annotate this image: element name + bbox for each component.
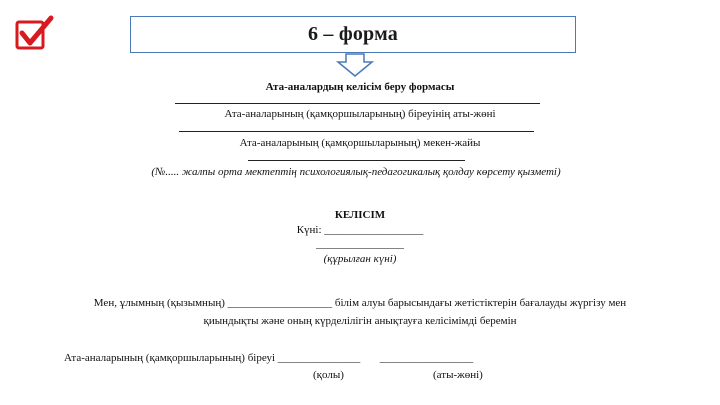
date-blank: __________________ — [324, 224, 424, 236]
parent-name-line — [175, 103, 540, 104]
down-arrow-icon — [336, 53, 374, 77]
signature-label: Ата-аналарының (қамқоршыларының) біреуі _______________ — [64, 352, 361, 364]
checkbox-checked-icon — [14, 15, 54, 53]
date-label: Күні: — [296, 224, 325, 236]
created-date-caption: (құрылған күні) — [323, 253, 397, 265]
form-title: 6 – форма — [308, 23, 398, 45]
parent-name-caption: Ата-аналарының (қамқоршыларының) біреуінің аты-жөні — [224, 108, 496, 120]
consent-title: КЕЛІСІМ — [334, 209, 386, 221]
date-row — [0, 224, 720, 237]
parent-address-caption: Ата-аналарының (қамқоршыларының) мекен-жайы — [239, 137, 481, 149]
signature-caption: (қолы) — [313, 369, 344, 381]
consent-paragraph — [0, 294, 720, 330]
form-heading: Ата-аналардың келісім беру формасы — [265, 81, 455, 93]
parent-address-line — [179, 131, 534, 132]
form-title-box — [130, 16, 576, 53]
created-date-blank: ________________ — [316, 238, 404, 250]
consent-text-line-2: қиындықты және оның күрделілігін анықтауға келісімімді беремін — [203, 315, 517, 327]
signature-name-blank: _________________ — [379, 352, 474, 364]
name-caption: (аты-жөні) — [433, 369, 483, 381]
service-caption: (№..... жалпы орта мектептің психологиялық-педагогикалық қолдау көрсету қызметі) — [151, 166, 561, 178]
school-line — [248, 160, 465, 161]
consent-text-line-1: Мен, ұлымның (қызымның) ___________________ білім алуы барысындағы жетістіктерін бағалауды жүргізу мен — [93, 297, 627, 309]
signature-row — [64, 352, 473, 364]
